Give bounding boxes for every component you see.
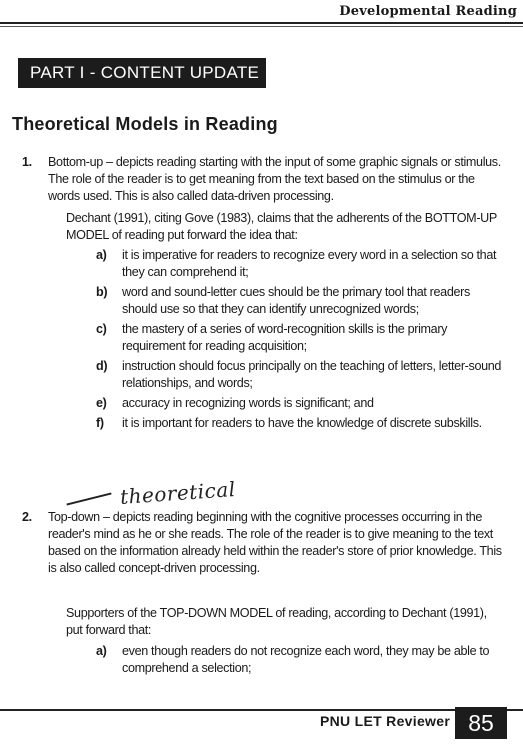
- item-text: Bottom-up – depicts reading starting with the input of some graphic signals or stimulus. The role of the reader is to get meaning from the text based on the stimulus or the words used. This is also called data-driven processing.: [48, 155, 501, 203]
- handwritten-note: theoretical: [119, 476, 237, 510]
- item-letter: a): [96, 248, 107, 262]
- item-text: word and sound-letter cues should be the primary tool that readers should use so that they can identify unrecognized words;: [122, 285, 470, 316]
- header-rule-thin: [0, 26, 523, 27]
- footer-title: PNU LET Reviewer: [320, 713, 451, 729]
- footer-rule: [0, 709, 523, 711]
- item-text: it is important for readers to have the knowledge of discrete subskills.: [122, 416, 482, 430]
- top-down-intro: Supporters of the TOP-DOWN MODEL of reading, according to Dechant (1991), put forward that:: [66, 606, 487, 637]
- list-item: [96, 395, 507, 412]
- bottom-up-intro: Dechant (1991), citing Gove (1983), claims that the adherents of the BOTTOM-UP MODEL of reading put forward the idea that:: [66, 211, 497, 242]
- item-letter: e): [96, 396, 107, 410]
- item-text: Top-down – depicts reading beginning with the cognitive processes occurring in the reader's mind as he or she reads. The role of the reader is to give meaning to the text based on the information already held within the reader's store of prior knowledge. This is also called concept-driven processing.: [48, 510, 502, 575]
- item-letter: c): [96, 322, 107, 336]
- item-text: instruction should focus principally on the teaching of letters, letter-sound relationships, and words;: [122, 359, 502, 390]
- list-item: [96, 284, 507, 318]
- running-head: Developmental Reading: [339, 4, 517, 19]
- header-rule: [0, 22, 523, 24]
- list-item: [96, 247, 507, 281]
- handwriting-stroke: [66, 492, 111, 505]
- list-item: [96, 643, 507, 677]
- item-letter: d): [96, 359, 108, 373]
- item-text: it is imperative for readers to recognize every word in a selection so that they can comprehend it;: [122, 248, 497, 279]
- page-number: 85: [455, 707, 507, 739]
- list-item: [96, 358, 507, 392]
- part-banner: PART I - CONTENT UPDATE: [18, 58, 266, 88]
- item-letter: a): [96, 644, 107, 658]
- item-number: 2.: [22, 510, 32, 524]
- item-text: the mastery of a series of word-recognition skills is the primary requirement for reading acquisition;: [122, 322, 448, 353]
- item-letter: f): [96, 416, 104, 430]
- list-item: [96, 415, 507, 432]
- list-item: [96, 321, 507, 355]
- item-text: even though readers do not recognize each word, they may be able to comprehend a selection;: [122, 644, 490, 675]
- item-text: accuracy in recognizing words is significant; and: [122, 396, 374, 410]
- list-item-top-down: [22, 509, 509, 577]
- item-number: 1.: [22, 155, 32, 169]
- section-title: Theoretical Models in Reading: [12, 114, 278, 134]
- list-item-bottom-up: [22, 154, 509, 205]
- item-letter: b): [96, 285, 108, 299]
